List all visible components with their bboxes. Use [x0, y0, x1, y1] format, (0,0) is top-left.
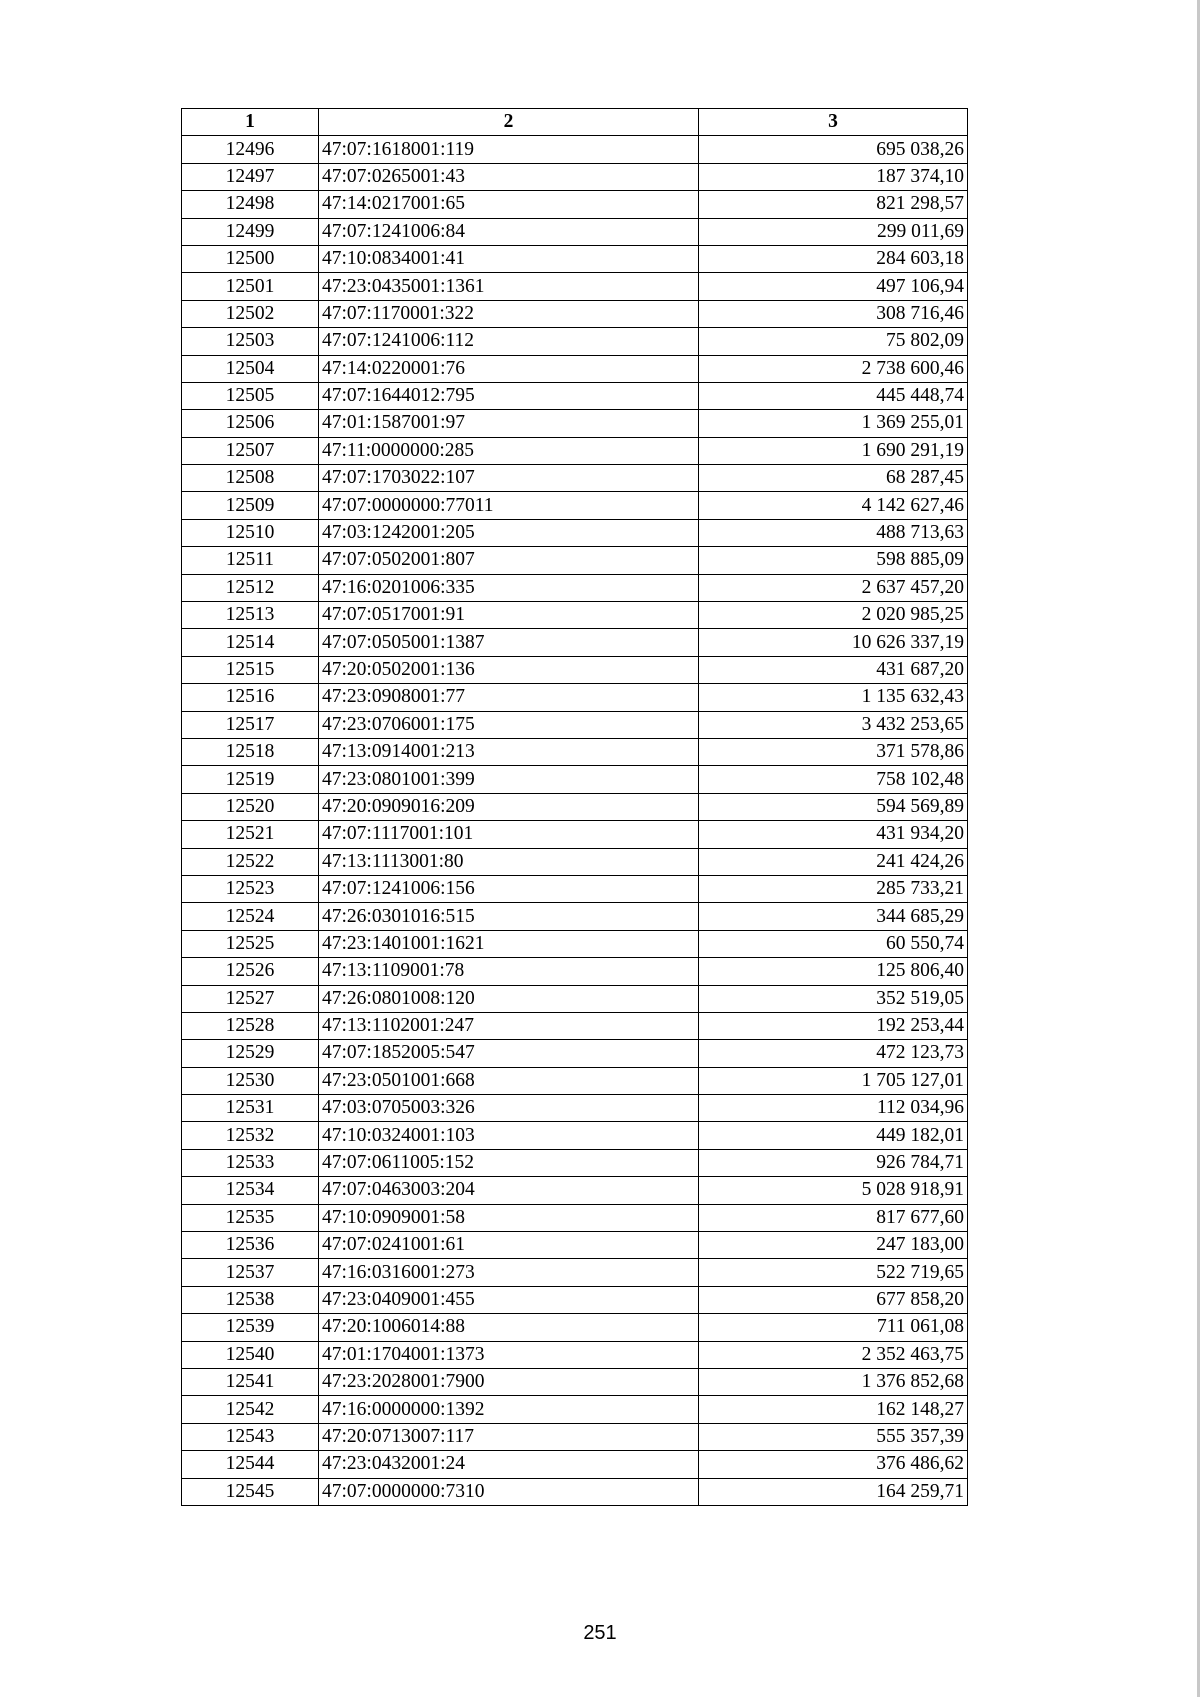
row-number-cell: 12518	[182, 738, 319, 765]
table-row	[182, 875, 968, 902]
cadastral-value-cell: 164 259,71	[699, 1478, 968, 1505]
row-number-cell: 12513	[182, 602, 319, 629]
cadastral-number-cell: 47:20:0713007:117	[319, 1423, 699, 1450]
cadastral-number-cell: 47:13:0914001:213	[319, 738, 699, 765]
row-number-cell: 12501	[182, 273, 319, 300]
row-number-cell: 12517	[182, 711, 319, 738]
cadastral-number-cell: 47:13:1109001:78	[319, 958, 699, 985]
row-number-cell: 12540	[182, 1341, 319, 1368]
cadastral-value-cell: 285 733,21	[699, 875, 968, 902]
cadastral-number-cell: 47:23:0435001:1361	[319, 273, 699, 300]
table-row	[182, 355, 968, 382]
cadastral-number-cell: 47:03:0705003:326	[319, 1095, 699, 1122]
row-number-cell: 12528	[182, 1012, 319, 1039]
cadastral-number-cell: 47:07:0517001:91	[319, 602, 699, 629]
row-number-cell: 12511	[182, 547, 319, 574]
table-row	[182, 1451, 968, 1478]
cadastral-value-cell: 758 102,48	[699, 766, 968, 793]
cadastral-value-cell: 522 719,65	[699, 1259, 968, 1286]
table-row	[182, 1040, 968, 1067]
row-number-cell: 12521	[182, 821, 319, 848]
table-row	[182, 1314, 968, 1341]
table-row	[182, 273, 968, 300]
row-number-cell: 12514	[182, 629, 319, 656]
cadastral-number-cell: 47:23:1401001:1621	[319, 930, 699, 957]
cadastral-number-cell: 47:07:0265001:43	[319, 163, 699, 190]
cadastral-value-cell: 162 148,27	[699, 1396, 968, 1423]
cadastral-number-cell: 47:23:0801001:399	[319, 766, 699, 793]
table-row	[182, 1396, 968, 1423]
table-row	[182, 738, 968, 765]
row-number-cell: 12529	[182, 1040, 319, 1067]
cadastral-number-cell: 47:10:0834001:41	[319, 245, 699, 272]
table-row	[182, 1286, 968, 1313]
table-row	[182, 1259, 968, 1286]
table-row	[182, 985, 968, 1012]
row-number-cell: 12497	[182, 163, 319, 190]
cadastral-value-cell: 299 011,69	[699, 218, 968, 245]
table-row	[182, 1095, 968, 1122]
row-number-cell: 12536	[182, 1232, 319, 1259]
cadastral-value-cell: 284 603,18	[699, 245, 968, 272]
row-number-cell: 12524	[182, 903, 319, 930]
table-row	[182, 1149, 968, 1176]
table-row	[182, 519, 968, 546]
row-number-cell: 12515	[182, 656, 319, 683]
cadastral-value-cell: 1 690 291,19	[699, 437, 968, 464]
row-number-cell: 12510	[182, 519, 319, 546]
cadastral-value-cell: 3 432 253,65	[699, 711, 968, 738]
cadastral-value-cell: 817 677,60	[699, 1204, 968, 1231]
cadastral-number-cell: 47:07:1117001:101	[319, 821, 699, 848]
row-number-cell: 12543	[182, 1423, 319, 1450]
table-row	[182, 684, 968, 711]
table-row	[182, 437, 968, 464]
table-row	[182, 766, 968, 793]
cadastral-number-cell: 47:16:0316001:273	[319, 1259, 699, 1286]
cadastral-value-cell: 352 519,05	[699, 985, 968, 1012]
cadastral-number-cell: 47:14:0217001:65	[319, 191, 699, 218]
row-number-cell: 12503	[182, 328, 319, 355]
row-number-cell: 12527	[182, 985, 319, 1012]
row-number-cell: 12538	[182, 1286, 319, 1313]
cadastral-number-cell: 47:20:0909016:209	[319, 793, 699, 820]
cadastral-number-cell: 47:26:0801008:120	[319, 985, 699, 1012]
cadastral-number-cell: 47:23:0432001:24	[319, 1451, 699, 1478]
cadastral-number-cell: 47:07:0505001:1387	[319, 629, 699, 656]
cadastral-number-cell: 47:10:0909001:58	[319, 1204, 699, 1231]
table-row	[182, 382, 968, 409]
cadastral-number-cell: 47:23:0409001:455	[319, 1286, 699, 1313]
cadastral-number-cell: 47:26:0301016:515	[319, 903, 699, 930]
cadastral-value-cell: 555 357,39	[699, 1423, 968, 1450]
row-number-cell: 12532	[182, 1122, 319, 1149]
row-number-cell: 12526	[182, 958, 319, 985]
cadastral-number-cell: 47:23:2028001:7900	[319, 1368, 699, 1395]
cadastral-value-cell: 187 374,10	[699, 163, 968, 190]
table-row	[182, 1478, 968, 1505]
cadastral-value-cell: 431 934,20	[699, 821, 968, 848]
cadastral-number-cell: 47:07:0463003:204	[319, 1177, 699, 1204]
cadastral-value-cell: 2 637 457,20	[699, 574, 968, 601]
row-number-cell: 12541	[182, 1368, 319, 1395]
table-row	[182, 930, 968, 957]
row-number-cell: 12531	[182, 1095, 319, 1122]
cadastral-value-cell: 308 716,46	[699, 300, 968, 327]
column-header-3: 3	[699, 109, 968, 136]
cadastral-value-cell: 125 806,40	[699, 958, 968, 985]
row-number-cell: 12502	[182, 300, 319, 327]
cadastral-number-cell: 47:01:1587001:97	[319, 410, 699, 437]
table-row	[182, 245, 968, 272]
table-row	[182, 711, 968, 738]
cadastral-value-cell: 75 802,09	[699, 328, 968, 355]
row-number-cell: 12505	[182, 382, 319, 409]
cadastral-value-cell: 4 142 627,46	[699, 492, 968, 519]
cadastral-value-cell: 677 858,20	[699, 1286, 968, 1313]
cadastral-number-cell: 47:23:0908001:77	[319, 684, 699, 711]
cadastral-value-cell: 60 550,74	[699, 930, 968, 957]
cadastral-number-cell: 47:13:1102001:247	[319, 1012, 699, 1039]
column-header-2: 2	[319, 109, 699, 136]
cadastral-number-cell: 47:03:1242001:205	[319, 519, 699, 546]
cadastral-number-cell: 47:01:1704001:1373	[319, 1341, 699, 1368]
row-number-cell: 12516	[182, 684, 319, 711]
cadastral-number-cell: 47:07:1170001:322	[319, 300, 699, 327]
row-number-cell: 12539	[182, 1314, 319, 1341]
table-row	[182, 547, 968, 574]
cadastral-number-cell: 47:07:1241006:84	[319, 218, 699, 245]
row-number-cell: 12504	[182, 355, 319, 382]
cadastral-number-cell: 47:07:0241001:61	[319, 1232, 699, 1259]
table-row	[182, 492, 968, 519]
table-row	[182, 958, 968, 985]
row-number-cell: 12509	[182, 492, 319, 519]
cadastral-value-cell: 472 123,73	[699, 1040, 968, 1067]
cadastral-value-cell: 371 578,86	[699, 738, 968, 765]
row-number-cell: 12520	[182, 793, 319, 820]
cadastral-number-cell: 47:10:0324001:103	[319, 1122, 699, 1149]
table-row	[182, 218, 968, 245]
table-row	[182, 821, 968, 848]
cadastral-value-cell: 2 020 985,25	[699, 602, 968, 629]
cadastral-value-cell: 5 028 918,91	[699, 1177, 968, 1204]
cadastral-value-cell: 344 685,29	[699, 903, 968, 930]
row-number-cell: 12535	[182, 1204, 319, 1231]
row-number-cell: 12525	[182, 930, 319, 957]
cadastral-number-cell: 47:07:1618001:119	[319, 136, 699, 163]
cadastral-value-cell: 1 705 127,01	[699, 1067, 968, 1094]
table-body	[182, 136, 968, 1506]
table-row	[182, 191, 968, 218]
table-row	[182, 602, 968, 629]
cadastral-number-cell: 47:11:0000000:285	[319, 437, 699, 464]
cadastral-value-cell: 112 034,96	[699, 1095, 968, 1122]
table-row	[182, 328, 968, 355]
cadastral-value-cell: 497 106,94	[699, 273, 968, 300]
cadastral-value-cell: 926 784,71	[699, 1149, 968, 1176]
table-row	[182, 1232, 968, 1259]
table-row	[182, 1204, 968, 1231]
table-row	[182, 1423, 968, 1450]
table-row	[182, 163, 968, 190]
cadastral-value-cell: 1 369 255,01	[699, 410, 968, 437]
table-row	[182, 793, 968, 820]
row-number-cell: 12544	[182, 1451, 319, 1478]
cadastral-value-cell: 594 569,89	[699, 793, 968, 820]
cadastral-number-cell: 47:07:1644012:795	[319, 382, 699, 409]
row-number-cell: 12534	[182, 1177, 319, 1204]
table-row	[182, 410, 968, 437]
table-header-row	[182, 109, 968, 136]
row-number-cell: 12530	[182, 1067, 319, 1094]
cadastral-value-cell: 2 738 600,46	[699, 355, 968, 382]
table-row	[182, 656, 968, 683]
cadastral-value-cell: 821 298,57	[699, 191, 968, 218]
cadastral-number-cell: 47:13:1113001:80	[319, 848, 699, 875]
cadastral-value-cell: 1 135 632,43	[699, 684, 968, 711]
cadastral-value-cell: 449 182,01	[699, 1122, 968, 1149]
row-number-cell: 12542	[182, 1396, 319, 1423]
table-row	[182, 1368, 968, 1395]
table-row	[182, 629, 968, 656]
cadastral-value-cell: 192 253,44	[699, 1012, 968, 1039]
row-number-cell: 12537	[182, 1259, 319, 1286]
column-header-1: 1	[182, 109, 319, 136]
row-number-cell: 12522	[182, 848, 319, 875]
cadastral-number-cell: 47:20:0502001:136	[319, 656, 699, 683]
row-number-cell: 12499	[182, 218, 319, 245]
table-row	[182, 465, 968, 492]
cadastral-number-cell: 47:07:0000000:77011	[319, 492, 699, 519]
cadastral-value-cell: 247 183,00	[699, 1232, 968, 1259]
cadastral-number-cell: 47:16:0000000:1392	[319, 1396, 699, 1423]
cadastral-number-cell: 47:14:0220001:76	[319, 355, 699, 382]
cadastral-number-cell: 47:23:0501001:668	[319, 1067, 699, 1094]
page-number: 251	[583, 1622, 617, 1644]
cadastral-value-cell: 445 448,74	[699, 382, 968, 409]
table-row	[182, 1012, 968, 1039]
table-row	[182, 1067, 968, 1094]
row-number-cell: 12545	[182, 1478, 319, 1505]
cadastral-value-cell: 10 626 337,19	[699, 629, 968, 656]
cadastral-number-cell: 47:20:1006014:88	[319, 1314, 699, 1341]
cadastral-value-cell: 68 287,45	[699, 465, 968, 492]
row-number-cell: 12500	[182, 245, 319, 272]
row-number-cell: 12507	[182, 437, 319, 464]
row-number-cell: 12506	[182, 410, 319, 437]
cadastral-number-cell: 47:07:1241006:156	[319, 875, 699, 902]
row-number-cell: 12519	[182, 766, 319, 793]
cadastral-number-cell: 47:07:1241006:112	[319, 328, 699, 355]
table-row	[182, 903, 968, 930]
cadastral-value-cell: 711 061,08	[699, 1314, 968, 1341]
row-number-cell: 12512	[182, 574, 319, 601]
cadastral-value-cell: 598 885,09	[699, 547, 968, 574]
row-number-cell: 12498	[182, 191, 319, 218]
cadastral-value-cell: 488 713,63	[699, 519, 968, 546]
cadastral-value-cell: 376 486,62	[699, 1451, 968, 1478]
table-row	[182, 848, 968, 875]
cadastral-value-cell: 241 424,26	[699, 848, 968, 875]
table-row	[182, 574, 968, 601]
table-row	[182, 1341, 968, 1368]
row-number-cell: 12523	[182, 875, 319, 902]
cadastral-value-cell: 2 352 463,75	[699, 1341, 968, 1368]
cadastral-number-cell: 47:07:0611005:152	[319, 1149, 699, 1176]
table-row	[182, 1122, 968, 1149]
cadastral-number-cell: 47:07:1703022:107	[319, 465, 699, 492]
table-row	[182, 136, 968, 163]
cadastral-value-cell: 431 687,20	[699, 656, 968, 683]
cadastral-number-cell: 47:23:0706001:175	[319, 711, 699, 738]
row-number-cell: 12508	[182, 465, 319, 492]
cadastral-number-cell: 47:16:0201006:335	[319, 574, 699, 601]
row-number-cell: 12496	[182, 136, 319, 163]
table-row	[182, 300, 968, 327]
cadastral-number-cell: 47:07:0000000:7310	[319, 1478, 699, 1505]
cadastral-number-cell: 47:07:0502001:807	[319, 547, 699, 574]
cadastral-value-cell: 695 038,26	[699, 136, 968, 163]
cadastral-value-table	[181, 108, 968, 1506]
row-number-cell: 12533	[182, 1149, 319, 1176]
cadastral-value-cell: 1 376 852,68	[699, 1368, 968, 1395]
cadastral-number-cell: 47:07:1852005:547	[319, 1040, 699, 1067]
table-row	[182, 1177, 968, 1204]
